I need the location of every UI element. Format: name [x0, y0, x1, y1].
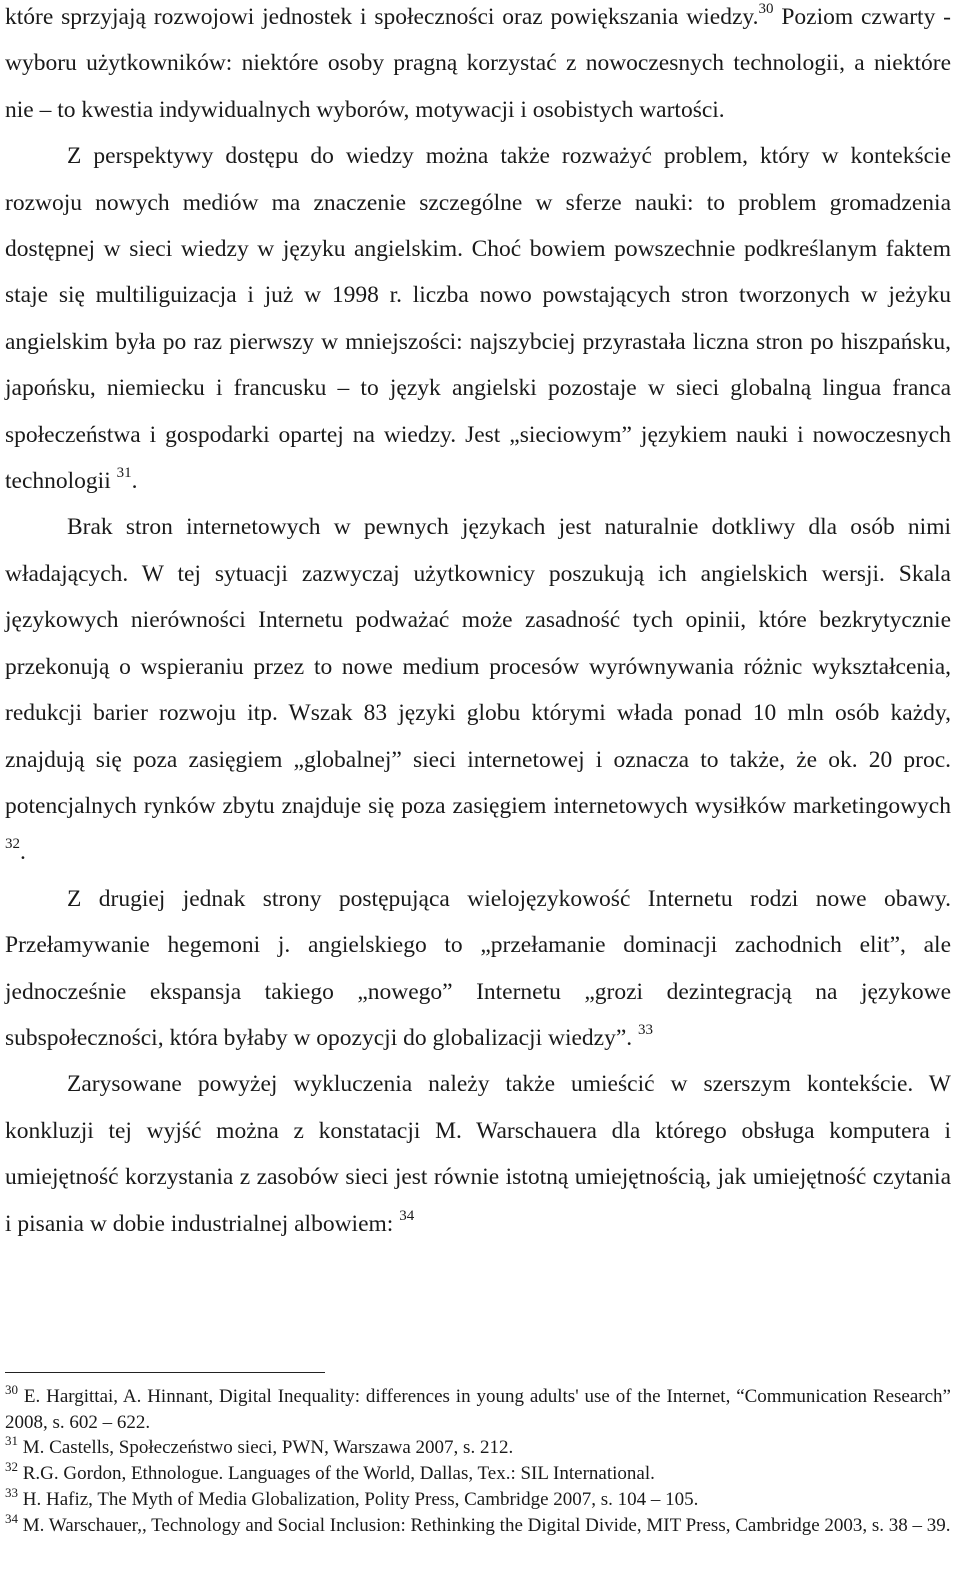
footnote-number: 34	[5, 1510, 18, 1526]
footnote-number: 33	[5, 1484, 18, 1500]
paragraph-2-text: Z perspektywy dostępu do wiedzy można także rozważyć problem, który w kontekście rozwoju nowych mediów ma znaczenie szczególne w sferze nauki: to problem gromadzenia dostępnej w sieci wiedzy w języku angielskim. Choć bowiem powszechnie podkreślanym faktem staje się multiliguizacja i już w 1998 r. liczba nowo powstających stron tworzonych w jeżyku angielskim była po raz pierwszy w mniejszości: najszybciej przyrastała liczna stron po hiszpańsku, japońsku, niemiecku i francusku – to język angielski pozostaje w sieci globalną lingua franca społeczeństwa i gospodarki opartej na wiedzy. Jest „sieciowym” językiem nauki i nowoczesnych technologii	[5, 143, 951, 495]
footnote-text: M. Castells, Społeczeństwo sieci, PWN, Warszawa 2007, s. 212.	[18, 1437, 514, 1459]
footnote-33	[5, 1484, 951, 1513]
footnote-text: R.G. Gordon, Ethnologue. Languages of the World, Dallas, Tex.: SIL International.	[18, 1463, 655, 1485]
footnote-number: 30	[5, 1382, 18, 1397]
footnote-number: 31	[5, 1433, 18, 1449]
footnote-ref-34: 34	[399, 1207, 415, 1224]
footnote-text: M. Warschauer,, Technology and Social Inclusion: Rethinking the Digital Divide, MIT Press, Cambridge 2003, s. 38 – 39.	[18, 1514, 951, 1536]
footnote-ref-32: 32	[5, 836, 20, 853]
paragraph-1-text: które sprzyjają rozwojowi jednostek i społeczności oraz powiększania wiedzy.	[5, 4, 759, 30]
paragraph-1-continued: Poziom czwarty - wyboru użytkowników: niektóre osoby pragną korzystać z nowoczesnych technologii, a niektóre nie – to kwestia indywidualnych wyborów, motywacji i osobistych wartości.	[5, 4, 951, 123]
paragraph-5-text: Zarysowane powyżej wykluczenia należy także umieścić w szerszym kontekście. W konkluzji tej wyjść można z konstatacji M. Warschauera dla którego obsługa komputera i umiejętność korzystania z zasobów sieci jest równie istotną umiejętnością, jak umiejętność czytania i pisania w dobie industrialnej albowiem:	[5, 1071, 951, 1237]
paragraph-3-text: Brak stron internetowych w pewnych językach jest naturalnie dotkliwy dla osób nimi władających. W tej sytuacji zazwyczaj użytkownicy poszukują ich angielskich wersji. Skala językowych nierówności Internetu podważać może zasadność tych opinii, które bezkrytycznie przekonują o wspieraniu przez to nowe medium procesów wyrównywania różnic wykształcenia, redukcji barier rozwoju itp. Wszak 83 języki globu którymi włada ponad 10 mln osób każdy, znajdują się poza zasięgiem „globalnej” sieci internetowej i oznacza to także, że ok. 20 proc. potencjalnych rynków zbytu znajduje się poza zasięgiem internetowych wysiłków marketingowych	[5, 514, 951, 819]
paragraph-2	[5, 133, 951, 504]
footnote-34	[5, 1510, 951, 1539]
footnote-ref-33: 33	[638, 1021, 654, 1038]
body-text	[5, 0, 951, 1247]
footnote-number: 32	[5, 1459, 18, 1475]
footnote-31	[5, 1435, 951, 1461]
footnote-text: E. Hargittai, A. Hinnant, Digital Inequality: differences in young adults' use of the Internet, “Communication Research” 2008, s. 602 – 622.	[5, 1386, 951, 1433]
paragraph-5	[5, 1061, 951, 1247]
footnote-separator	[5, 1372, 325, 1373]
footnote-30	[5, 1384, 951, 1435]
footnotes	[5, 1384, 951, 1538]
paragraph-3-end: .	[20, 839, 26, 866]
footnote-ref-31: 31	[116, 465, 132, 482]
paragraph-1	[5, 0, 951, 133]
paragraph-2-end: .	[131, 468, 138, 495]
paragraph-4-text: Z drugiej jednak strony postępująca wielojęzykowość Internetu rodzi nowe obawy. Przełamywanie hegemoni j. angielskiego to „przełamanie dominacji zachodnich elit”, ale jednocześnie ekspansja takiego „nowego” Internetu „grozi dezintegracją na językowe subspołeczności, która byłaby w opozycji do globalizacji wiedzy”.	[5, 885, 951, 1051]
footnote-32	[5, 1461, 951, 1487]
footnote-text: H. Hafiz, The Myth of Media Globalization, Polity Press, Cambridge 2007, s. 104 – 105.	[18, 1488, 699, 1510]
paragraph-3	[5, 504, 951, 875]
paragraph-4	[5, 876, 951, 1062]
document-page	[5, 0, 951, 1247]
footnote-ref-30: 30	[758, 1, 774, 17]
